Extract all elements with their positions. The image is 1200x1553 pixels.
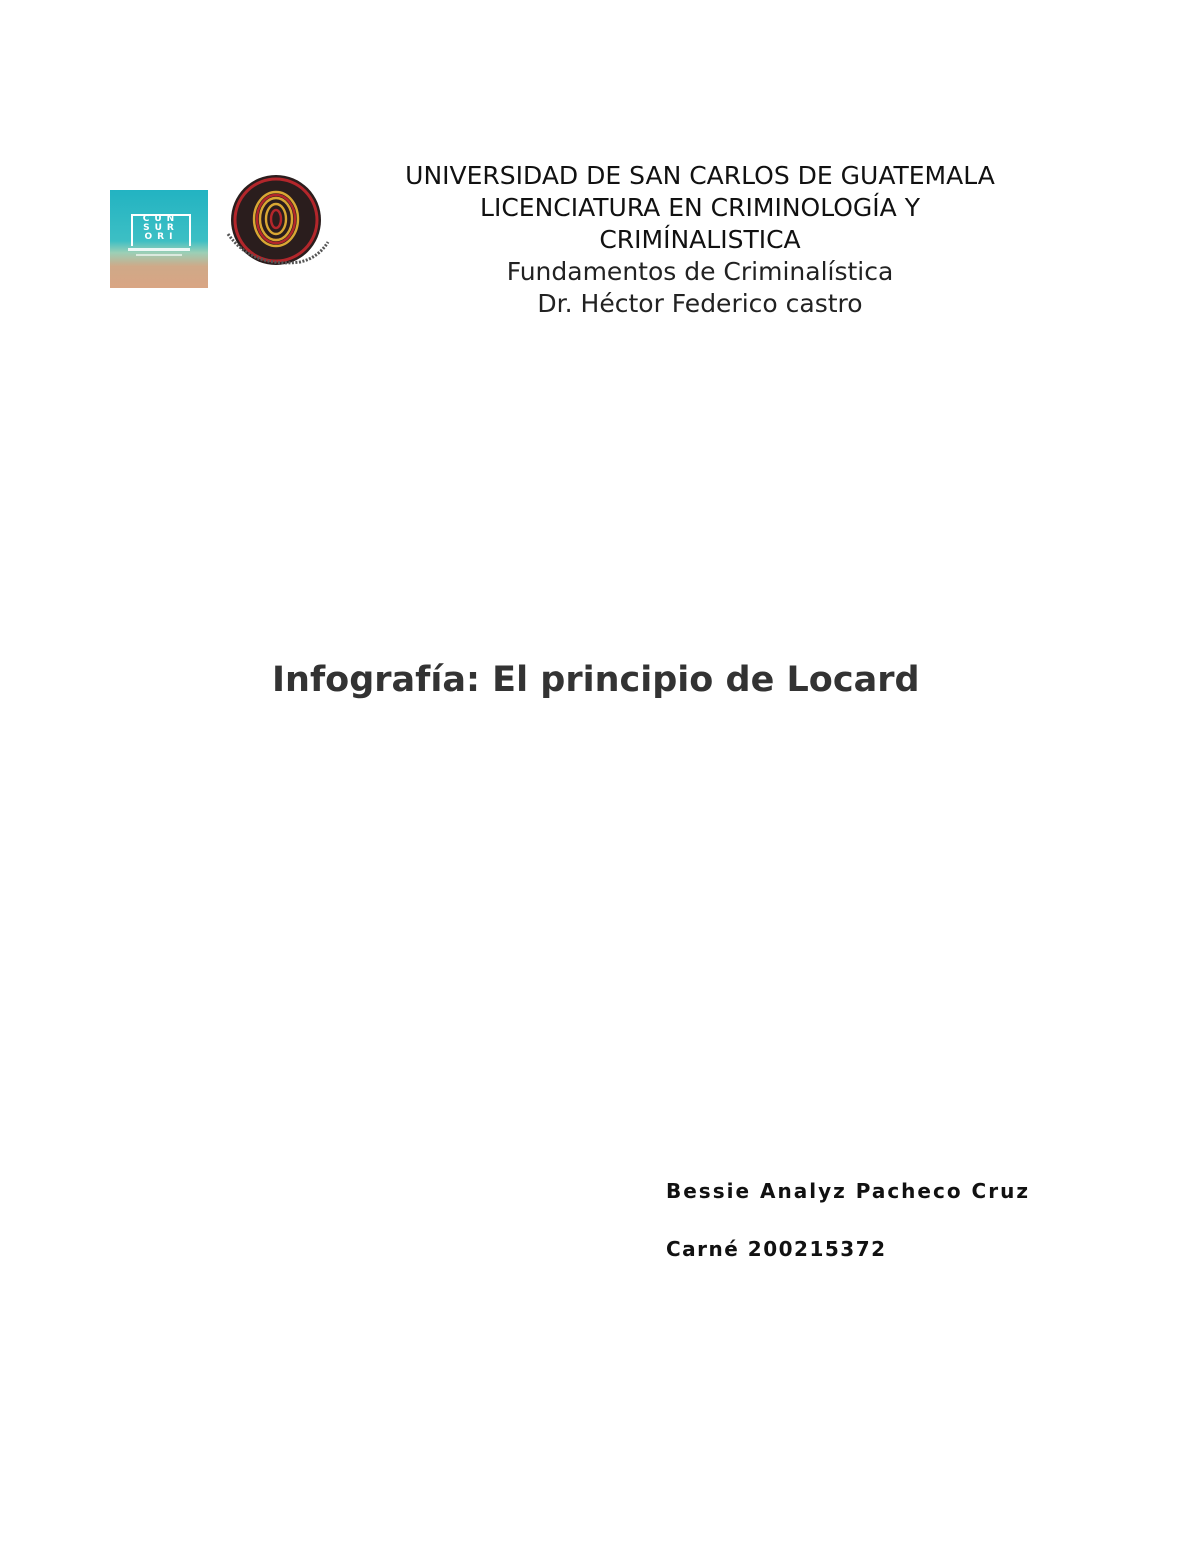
professor-name: Dr. Héctor Federico castro: [537, 289, 863, 318]
logo-subtitle-bar: [128, 248, 190, 251]
criminology-seal-logo: [222, 172, 332, 272]
program-name: LICENCIATURA EN CRIMINOLOGÍA Y: [480, 193, 920, 222]
logo-letters: CUN SUR ORI: [142, 214, 180, 242]
logo-subtitle-bar-small: [136, 254, 182, 256]
student-name: Bessie Analyz Pacheco Cruz: [666, 1179, 1030, 1203]
program-name-continued: CRIMÍNALISTICA: [599, 225, 801, 254]
document-title: Infografía: El principio de Locard: [272, 660, 920, 700]
university-name: UNIVERSIDAD DE SAN CARLOS DE GUATEMALA: [405, 161, 995, 190]
institution-header: [340, 160, 1060, 320]
course-name: Fundamentos de Criminalística: [506, 257, 894, 286]
student-id: Carné 200215372: [666, 1237, 887, 1261]
seal-outer-circle: [231, 175, 321, 265]
cunsuroc-logo: [110, 190, 208, 288]
